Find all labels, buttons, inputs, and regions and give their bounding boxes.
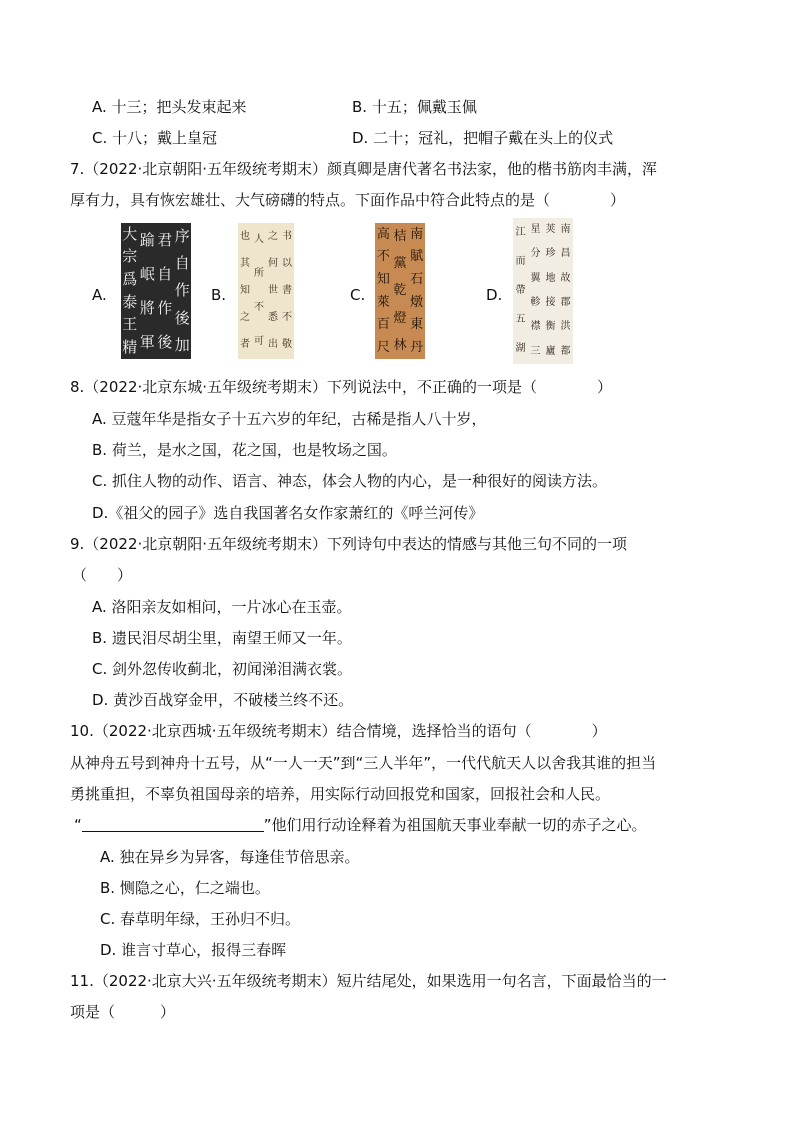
- calligraphy-glyph: 東: [410, 317, 424, 333]
- calligraphy-glyph: 序: [174, 227, 190, 246]
- calligraphy-glyph: 书: [282, 230, 292, 242]
- calligraphy-glyph: 星: [530, 224, 541, 236]
- calligraphy-glyph: 自: [157, 264, 173, 283]
- q6-option-d: D. 二十；冠礼，把帽子戴在头上的仪式: [352, 129, 614, 147]
- calligraphy-glyph: 作: [174, 281, 190, 300]
- calligraphy-glyph: 精: [122, 338, 138, 357]
- calligraphy-glyph: 也: [240, 230, 250, 242]
- q10-stem: 10.（2022·北京西城·五年级统考期末）结合情境，选择恰当的语句（ ）: [70, 722, 607, 740]
- calligraphy-glyph: 者: [240, 339, 250, 351]
- q10-passage-line1: 从神舟五号到神舟十五号，从“一人一天”到“三人半年”，一代代航天人以舍我其谁的担当: [70, 754, 657, 772]
- calligraphy-glyph: 岷: [139, 264, 155, 283]
- calligraphy-glyph: 之: [240, 312, 250, 324]
- calligraphy-glyph: 黨: [393, 256, 407, 272]
- calligraphy-glyph: 而: [515, 255, 526, 267]
- calligraphy-glyph: 之: [268, 230, 278, 242]
- calligraphy-column: [174, 223, 192, 359]
- calligraphy-glyph: 乾: [393, 283, 407, 299]
- q7-stem-line1: 7.（2022·北京朝阳·五年级统考期末）颜真卿是唐代著名书法家，他的楷书筋肉丰满，浑: [70, 160, 658, 178]
- q7-label-a: A.: [92, 286, 107, 304]
- calligraphy-column: [266, 223, 280, 359]
- calligraphy-image-b: [238, 223, 294, 359]
- q10-quote-rest: ”他们用行动诠释着为祖国航天事业奉献一切的赤子之心。: [263, 816, 647, 834]
- calligraphy-column: [156, 223, 174, 359]
- calligraphy-glyph: 爲: [122, 270, 138, 289]
- q8-option-d: D.《祖父的园子》选自我国著名女作家萧红的《呼兰河传》: [92, 504, 484, 522]
- calligraphy-glyph: 宗: [122, 247, 138, 266]
- calligraphy-glyph: 悉: [268, 312, 278, 324]
- calligraphy-column: [558, 218, 573, 364]
- q11-stem-line2: 项是（ ）: [70, 1003, 176, 1021]
- calligraphy-glyph: 知: [376, 272, 390, 288]
- calligraphy-glyph: 王: [122, 315, 138, 334]
- calligraphy-glyph: 以: [282, 257, 292, 269]
- calligraphy-glyph: 出: [268, 339, 278, 351]
- calligraphy-glyph: 石: [410, 272, 424, 288]
- calligraphy-glyph: 珍: [545, 248, 556, 260]
- calligraphy-glyph: 分: [530, 248, 541, 260]
- calligraphy-glyph: 百: [376, 317, 390, 333]
- q10-option-c: C. 春草明年绿，王孙归不归。: [100, 910, 301, 928]
- calligraphy-glyph: 高: [376, 226, 390, 242]
- q10-option-b: B. 恻隐之心，仁之端也。: [100, 879, 270, 897]
- q11-stem-line1: 11.（2022·北京大兴·五年级统考期末）短片结尾处，如果选用一句名言，下面最恰当的一: [70, 972, 667, 990]
- calligraphy-glyph: 尺: [376, 340, 390, 356]
- calligraphy-glyph: 不: [376, 249, 390, 265]
- q10-answer-blank[interactable]: [82, 815, 264, 832]
- calligraphy-column: [513, 218, 528, 364]
- q10-option-d: D. 谁言寸草心，报得三春晖: [100, 941, 287, 959]
- calligraphy-glyph: 地: [545, 272, 556, 284]
- calligraphy-glyph: 踰: [139, 230, 155, 249]
- calligraphy-glyph: 書: [282, 284, 292, 296]
- q9-stem: 9.（2022·北京朝阳·五年级统考期末）下列诗句中表达的情感与其他三句不同的一项: [70, 535, 628, 553]
- calligraphy-glyph: 世: [268, 284, 278, 296]
- calligraphy-glyph: 南: [560, 224, 571, 236]
- calligraphy-glyph: 知: [240, 284, 250, 296]
- calligraphy-glyph: 軫: [530, 297, 541, 309]
- q9-option-b: B. 遗民泪尽胡尘里，南望王师又一年。: [92, 629, 352, 647]
- calligraphy-glyph: 三: [530, 345, 541, 357]
- calligraphy-glyph: 帶: [515, 284, 526, 296]
- calligraphy-glyph: 洪: [560, 321, 571, 333]
- q8-stem: 8.（2022·北京东城·五年级统考期末）下列说法中，不正确的一项是（ ）: [70, 378, 613, 396]
- calligraphy-glyph: 燉: [410, 294, 424, 310]
- calligraphy-column: [121, 223, 139, 359]
- calligraphy-glyph: 林: [393, 337, 407, 353]
- calligraphy-glyph: 將: [139, 298, 155, 317]
- calligraphy-glyph: 江: [515, 226, 526, 238]
- calligraphy-glyph: 不: [282, 312, 292, 324]
- calligraphy-glyph: 作: [157, 298, 173, 317]
- calligraphy-glyph: 所: [254, 268, 264, 279]
- calligraphy-glyph: 後: [174, 308, 190, 327]
- q7-label-c: C.: [350, 286, 366, 304]
- q8-option-b: B. 荷兰，是水之国，花之国，也是牧场之国。: [92, 441, 397, 459]
- calligraphy-glyph: 可: [254, 336, 264, 347]
- calligraphy-column: [238, 223, 252, 359]
- q10-quote-line: [74, 814, 647, 836]
- calligraphy-glyph: 萊: [376, 294, 390, 310]
- q9-option-a: A. 洛阳亲友如相问，一片冰心在玉壶。: [92, 598, 352, 616]
- calligraphy-glyph: 湖: [515, 343, 526, 355]
- calligraphy-glyph: 昌: [560, 248, 571, 260]
- calligraphy-glyph: 泰: [122, 292, 138, 311]
- q7-stem-line2: 厚有力，具有恢宏雄壮、大气磅礴的特点。下面作品中符合此特点的是（ ）: [70, 191, 626, 209]
- calligraphy-column: [280, 223, 294, 359]
- q10-quote-open: “: [74, 816, 82, 834]
- calligraphy-glyph: 人: [254, 234, 264, 245]
- calligraphy-column: [543, 218, 558, 364]
- calligraphy-glyph: 何: [268, 257, 278, 269]
- calligraphy-glyph: 自: [174, 254, 190, 273]
- q6-option-a: A. 十三；把头发束起来: [92, 98, 247, 116]
- calligraphy-glyph: 後: [157, 332, 173, 351]
- calligraphy-column: [375, 223, 392, 359]
- calligraphy-glyph: 南: [410, 226, 424, 242]
- calligraphy-glyph: 燈: [393, 310, 407, 326]
- q10-passage-line2: 勇挑重担，不辜负祖国母亲的培养，用实际行动回报党和国家，回报社会和人民。: [70, 785, 611, 803]
- calligraphy-glyph: 軍: [139, 332, 155, 351]
- calligraphy-glyph: 都: [560, 345, 571, 357]
- q9-option-d: D. 黄沙百战穿金甲，不破楼兰终不还。: [92, 691, 354, 709]
- q8-option-a: A. 豆蔻年华是指女子十五六岁的年纪，古稀是指人八十岁，: [92, 410, 487, 428]
- calligraphy-image-d: [513, 218, 573, 364]
- q9-answer-paren: （ ）: [72, 566, 133, 584]
- q9-option-c: C. 剑外忽传收蓟北，初闻涕泪满衣裳。: [92, 660, 353, 678]
- calligraphy-glyph: 桔: [393, 229, 407, 245]
- calligraphy-column: [392, 223, 409, 359]
- calligraphy-glyph: 翼: [530, 272, 541, 284]
- calligraphy-column: [528, 218, 543, 364]
- calligraphy-glyph: 大: [122, 224, 138, 243]
- calligraphy-glyph: 賦: [410, 249, 424, 265]
- q6-option-b: B. 十五；佩戴玉佩: [352, 98, 477, 116]
- calligraphy-glyph: 其: [240, 257, 250, 269]
- q7-label-d: D.: [486, 286, 503, 304]
- calligraphy-glyph: 不: [254, 302, 264, 313]
- calligraphy-glyph: 荚: [545, 224, 556, 236]
- q6-option-c: C. 十八；戴上皇冠: [92, 129, 218, 147]
- calligraphy-column: [252, 223, 266, 359]
- calligraphy-glyph: 敬: [282, 339, 292, 351]
- calligraphy-glyph: 丹: [410, 340, 424, 356]
- calligraphy-glyph: 郡: [560, 297, 571, 309]
- calligraphy-glyph: 故: [560, 272, 571, 284]
- q8-option-c: C. 抓住人物的动作、语言、神态，体会人物的内心，是一种很好的阅读方法。: [92, 472, 608, 490]
- calligraphy-column: [408, 223, 425, 359]
- calligraphy-glyph: 襟: [530, 321, 541, 333]
- calligraphy-image-c: [375, 223, 425, 359]
- calligraphy-glyph: 接: [545, 297, 556, 309]
- calligraphy-glyph: 廬: [545, 345, 556, 357]
- q10-option-a: A. 独在异乡为异客，每逢佳节倍思亲。: [100, 848, 360, 866]
- calligraphy-image-a: [121, 223, 191, 359]
- calligraphy-column: [139, 223, 157, 359]
- calligraphy-glyph: 君: [157, 230, 173, 249]
- q7-label-b: B.: [211, 286, 227, 304]
- calligraphy-glyph: 加: [174, 335, 190, 354]
- calligraphy-glyph: 衡: [545, 321, 556, 333]
- calligraphy-glyph: 五: [515, 314, 526, 326]
